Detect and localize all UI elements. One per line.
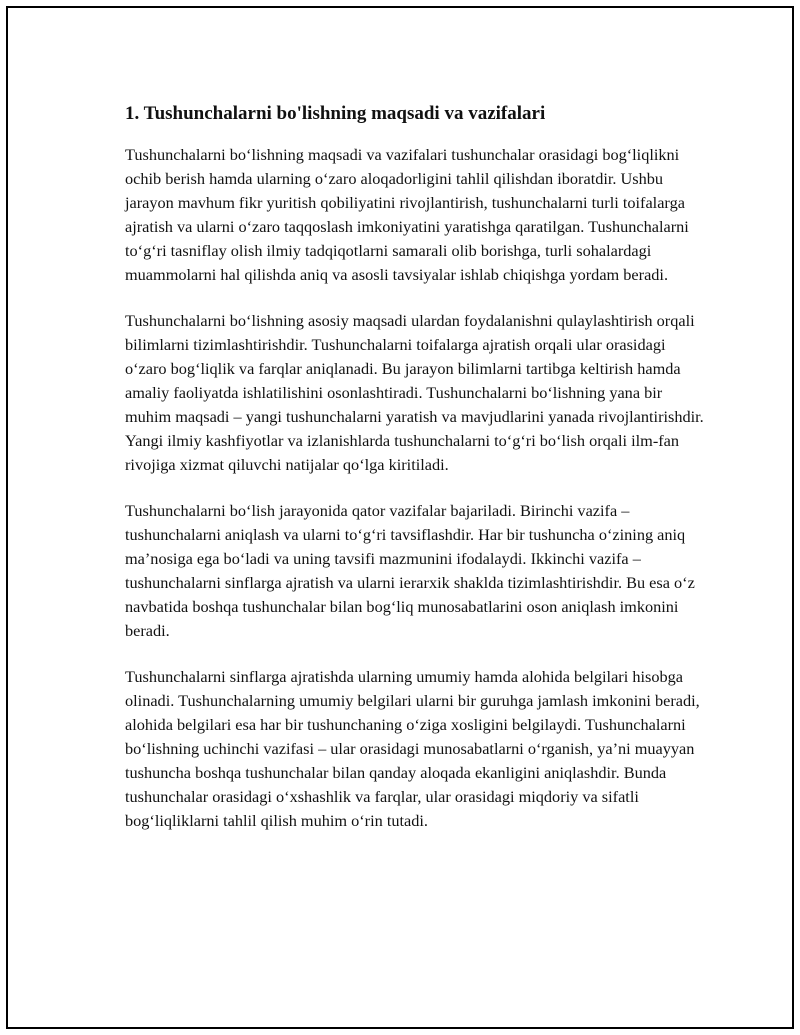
paragraph-1: Tushunchalarni bo‘lishning maqsadi va vazifalari tushunchalar orasidagi bog‘liqlikni ochib berish hamda ularning o‘zaro aloqadorligini tahlil qilishdan iboratdir. Ushbu jarayon mavhum fikr yuritish qobiliyatini rivojlantirish, tushunchalarni turli toifalarga ajratish va ularni o‘zaro taqqoslash imkoniyatini yaratishga qaratilgan. Tushunchalarni to‘g‘ri tasniflay olish ilmiy tadqiqotlarni samarali olib borishga, turli sohalardagi muammolarni hal qilishda aniq va asosli tavsiyalar ishlab chiqishga yordam beradi. (125, 145, 689, 284)
paragraph-3: Tushunchalarni bo‘lish jarayonida qator vazifalar bajariladi. Birinchi vazifa – tushunchalarni aniqlash va ularni to‘g‘ri tavsiflashdir. Har bir tushuncha o‘zining aniq ma’nosiga ega bo‘ladi va uning tavsifi mazmunini ifodalaydi. Ikkinchi vazifa – tushunchalarni sinflarga ajratish va ularni ierarxik shaklda tizimlashtirishdir. Bu esa o‘z navbatida boshqa tushunchalar bilan bog‘liq munosabatlarini oson aniqlash imkonini beradi. (125, 501, 695, 640)
page-frame (6, 6, 794, 1029)
paragraph-2: Tushunchalarni bo‘lishning asosiy maqsadi ulardan foydalanishni qulaylashtirish orqali bilimlarni tizimlashtirishdir. Tushunchalarni toifalarga ajratish orqali ular orasidagi o‘zaro bog‘liqlik va farqlar aniqlanadi. Bu jarayon bilimlarni tartibga keltirish hamda amaliy faoliyatda ishlatilishini osonlashtiradi. Tushunchalarni bo‘lishning yana bir muhim maqsadi – yangi tushunchalarni yaratish va mavjudlarini yanada rivojlantirishdir. Yangi ilmiy kashfiyotlar va izlanishlarda tushunchalarni to‘g‘ri bo‘lish orqali ilm-fan rivojiga xizmat qiluvchi natijalar qo‘lga kiritiladi. (125, 311, 704, 474)
document-body (125, 101, 705, 833)
document-title: 1. Tushunchalarni bo'lishning maqsadi va vazifalari (125, 103, 546, 124)
paragraph-4: Tushunchalarni sinflarga ajratishda ularning umumiy hamda alohida belgilari hisobga olinadi. Tushunchalarning umumiy belgilari ularni bir guruhga jamlash imkonini beradi, alohida belgilari esa har bir tushunchaning o‘ziga xosligini belgilaydi. Tushunchalarni bo‘lishning uchinchi vazifasi – ular orasidagi munosabatlarni o‘rganish, ya’ni muayyan tushuncha boshqa tushunchalar bilan qanday aloqada ekanligini aniqlashdir. Bunda tushunchalar orasidagi o‘xshashlik va farqlar, ular orasidagi miqdoriy va sifatli bog‘liqliklarni tahlil qilish muhim o‘rin tutadi. (125, 667, 700, 830)
